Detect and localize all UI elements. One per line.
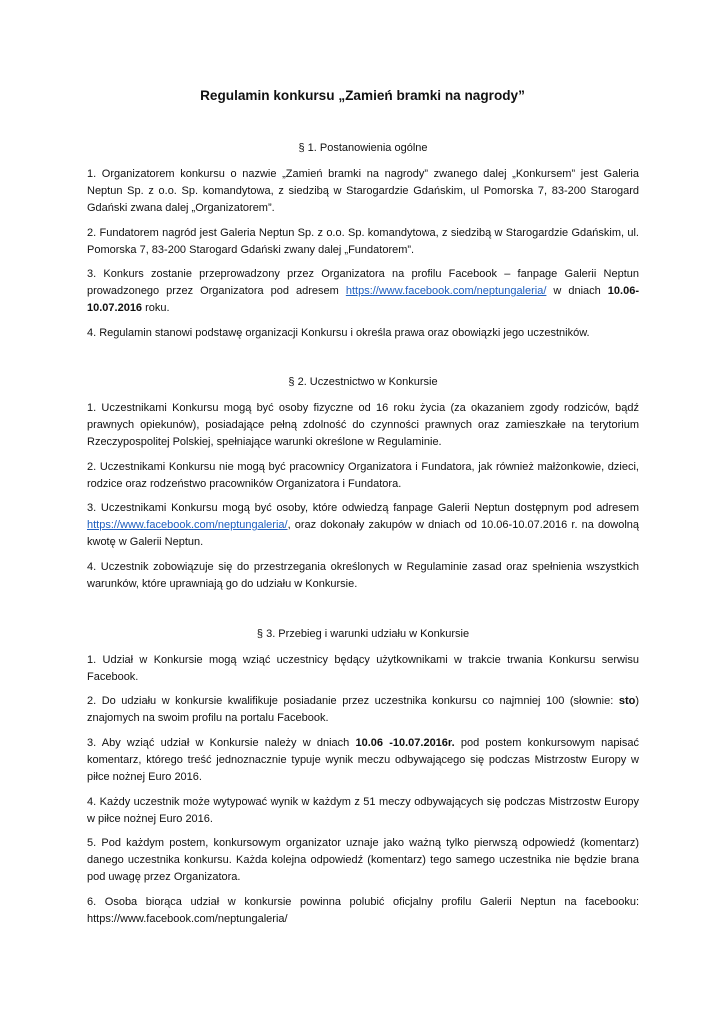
section-3-paragraph-6: 6. Osoba biorąca udział w konkursie powinna polubić oficjalny profilu Galerii Neptun na facebooku: https://www.facebook.com/neptungaleria/ <box>87 896 639 925</box>
section-1-paragraph-3: 3. Konkurs zostanie przeprowadzony przez Organizatora na profilu Facebook – fanpage Galerii Neptun prowadzonego przez Organizatora pod adresem https://www.facebook.com/neptungaleria/ w dniach 10.06-10.07.2016 roku. <box>87 268 639 314</box>
section-2-paragraph-2: 2. Uczestnikami Konkursu nie mogą być pracownicy Organizatora i Fundatora, jak również małżonkowie, dzieci, rodzice oraz rodzeństwo pracowników Organizatora i Fundatora. <box>87 461 639 490</box>
number-in-words: sto <box>618 695 636 707</box>
section-3-paragraph-1: 1. Udział w Konkursie mogą wziąć uczestnicy będący użytkownikami w trakcie trwania Konkursu serwisu Facebook. <box>87 654 639 683</box>
facebook-link[interactable]: https://www.facebook.com/neptungaleria/ <box>87 518 288 531</box>
facebook-link[interactable]: https://www.facebook.com/neptungaleria/ <box>345 284 547 297</box>
section-3-paragraph-3: 3. Aby wziąć udział w Konkursie należy w dniach 10.06 -10.07.2016r. pod postem konkursowym napisać komentarz, którego treść jednoznacznie typuje wynik meczu odbywającego się podczas Mistrzostw Europy w piłce nożnej Euro 2016. <box>87 737 639 783</box>
section-2-paragraph-1: 1. Uczestnikami Konkursu mogą być osoby fizyczne od 16 roku życia (za okazaniem zgody rodziców, bądź prawnych opiekunów), posiadające pełną zdolność do czynności prawnych oraz zamieszkałe na terytorium Rzeczypospolitej Polskiej, spełniające warunki określone w Regulaminie. <box>87 402 639 448</box>
section-2-heading-block <box>87 376 639 388</box>
section-1-para-1-block <box>87 166 639 216</box>
date-range: 10.06-10.07.2016 <box>87 284 639 314</box>
section-1-heading-block <box>87 142 639 154</box>
section-3-para-4-block <box>87 794 639 828</box>
section-3-paragraph-2: 2. Do udziału w konkursie kwalifikuje posiadanie przez uczestnika konkursu co najmniej 100 (słownie: sto) znajomych na swoim profilu na portalu Facebook. <box>87 695 639 724</box>
section-2-para-4-block <box>87 559 639 593</box>
section-1-para-2-block <box>87 225 639 259</box>
section-3-para-1-block <box>87 652 639 686</box>
section-2-para-1-block <box>87 400 639 450</box>
section-3-heading: § 3. Przebieg i warunki udziału w Konkursie <box>256 628 470 640</box>
section-1-paragraph-2: 2. Fundatorem nagród jest Galeria Neptun Sp. z o.o. Sp. komandytowa, z siedzibą w Starogardzie Gdańskim, ul. Pomorska 7, 83-200 Starogard Gdański zwany dalej „Fundatorem”. <box>87 227 639 256</box>
section-2-paragraph-4: 4. Uczestnik zobowiązuje się do przestrzegania określonych w Regulaminie zasad oraz spełnienia wszystkich warunków, które uprawniają go do udziału w Konkursie. <box>87 561 639 590</box>
section-3-paragraph-4: 4. Każdy uczestnik może wytypować wynik w każdym z 51 meczy odbywających się podczas Mistrzostw Europy w piłce nożnej Euro 2016. <box>87 796 639 825</box>
section-2-para-3-block <box>87 500 639 550</box>
section-3-heading-block <box>87 628 639 640</box>
section-1-paragraph-4: 4. Regulamin stanowi podstawę organizacji Konkursu i określa prawa oraz obowiązki jego uczestników. <box>87 327 590 339</box>
section-3-para-6-block <box>87 894 639 928</box>
section-1-heading: § 1. Postanowienia ogólne <box>298 142 428 154</box>
section-3-para-2-block <box>87 693 639 727</box>
date-range: 10.06 -10.07.2016r. <box>355 737 455 749</box>
section-2-paragraph-3: 3. Uczestnikami Konkursu mogą być osoby, które odwiedzą fanpage Galerii Neptun dostępnym pod adresem https://www.facebook.com/neptungaleria/, oraz dokonały zakupów w dniach od 10.06-10.07.2016 r. na dowolną kwotę w Galerii Neptun. <box>87 502 639 548</box>
section-1-para-3-block <box>87 266 639 316</box>
section-2-heading: § 2. Uczestnictwo w Konkursie <box>288 376 438 388</box>
section-2-para-2-block <box>87 459 639 493</box>
section-1-para-4-block <box>87 325 639 342</box>
document-title: Regulamin konkursu „Zamień bramki na nagrody” <box>200 88 525 103</box>
section-3-paragraph-5: 5. Pod każdym postem, konkursowym organizator uznaje jako ważną tylko pierwszą odpowiedź (komentarz) danego uczestnika konkursu. Każda kolejna odpowiedź (komentarz) tego samego uczestnika nie będzie brana pod uwagę przez Organizatora. <box>87 837 639 883</box>
section-3-para-5-block <box>87 835 639 885</box>
section-3-para-3-block <box>87 735 639 785</box>
section-1-paragraph-1: 1. Organizatorem konkursu o nazwie „Zamień bramki na nagrody” zwanego dalej „Konkursem” jest Galeria Neptun Sp. z o.o. Sp. komandytowa, z siedzibą w Starogardzie Gdańskim, ul Pomorska 7, 83-200 Starogard Gdański zwana dalej „Organizatorem”. <box>87 168 639 214</box>
